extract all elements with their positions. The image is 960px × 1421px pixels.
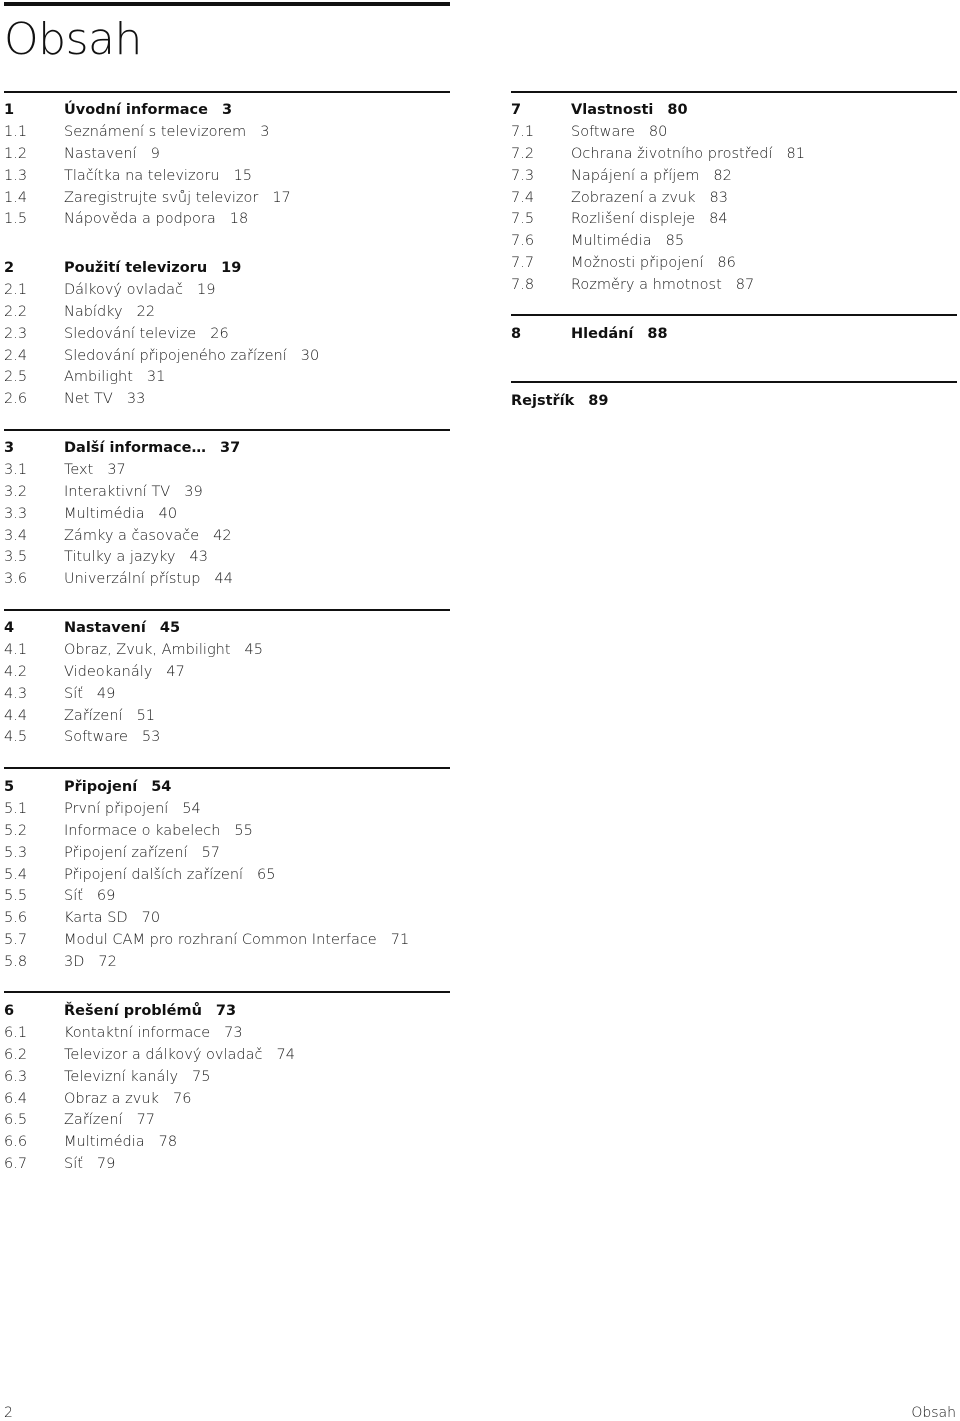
toc-entry-number: 4.4 bbox=[4, 707, 28, 724]
toc-entry-page: 17 bbox=[272, 189, 291, 206]
toc-entry-number: 5.1 bbox=[4, 800, 28, 817]
toc-entry-number: 2.3 bbox=[4, 325, 28, 342]
toc-entry[interactable] bbox=[4, 639, 450, 661]
toc-entry-number: 5.3 bbox=[4, 844, 28, 861]
toc-entry-page: 87 bbox=[735, 277, 755, 294]
toc-entry-title: Zobrazení a zvuk bbox=[571, 189, 696, 206]
toc-entry-number: 3.1 bbox=[4, 461, 28, 478]
toc-entry-page: 73 bbox=[224, 1024, 243, 1041]
toc-entry-page: 3 bbox=[221, 101, 233, 118]
toc-entry[interactable] bbox=[4, 481, 450, 503]
toc-entry[interactable] bbox=[4, 885, 450, 907]
toc-entry-number: 3.5 bbox=[4, 549, 28, 566]
toc-entry-rejstrik[interactable] bbox=[511, 390, 957, 412]
toc-entry-number: 2 bbox=[4, 259, 15, 276]
toc-entry-title: Síť bbox=[64, 1156, 83, 1173]
toc-entry-page: 76 bbox=[172, 1090, 192, 1107]
toc-entry-page: 37 bbox=[107, 461, 126, 478]
toc-entry-page: 51 bbox=[136, 707, 156, 724]
toc-entry-page: 19 bbox=[197, 281, 216, 298]
toc-entry-page: 86 bbox=[717, 255, 736, 272]
toc-entry-number: 6 bbox=[4, 1002, 15, 1019]
toc-entry-page: 31 bbox=[146, 369, 166, 386]
toc-entry-number: 5.8 bbox=[4, 954, 28, 971]
toc-entry-title: Multimédia bbox=[571, 233, 652, 250]
toc-entry-number: 4.2 bbox=[4, 663, 28, 680]
toc-entry-page: 84 bbox=[709, 211, 728, 228]
toc-entry[interactable] bbox=[511, 252, 957, 274]
toc-entry-title: Nastavení bbox=[64, 145, 137, 162]
toc-entry-page: 26 bbox=[210, 325, 229, 342]
toc-entry-number: 5.7 bbox=[4, 932, 28, 949]
toc-entry[interactable] bbox=[4, 459, 450, 481]
toc-entry-page: 15 bbox=[233, 167, 253, 184]
toc-entry[interactable] bbox=[4, 301, 450, 323]
toc-entry[interactable] bbox=[4, 726, 450, 748]
toc-entry[interactable] bbox=[4, 951, 450, 973]
page-title: Obsah bbox=[4, 14, 142, 65]
toc-chapter-heading[interactable] bbox=[4, 776, 450, 798]
toc-entry-page: 47 bbox=[166, 663, 185, 680]
toc-section-1 bbox=[4, 91, 450, 230]
toc-entry-page: 88 bbox=[647, 325, 668, 342]
toc-entry[interactable] bbox=[511, 121, 957, 143]
toc-entry-number: 7.1 bbox=[511, 123, 535, 140]
toc-entry-page: 80 bbox=[648, 123, 668, 140]
toc-entry[interactable] bbox=[4, 1022, 450, 1044]
toc-entry-title: Nápověda a podpora bbox=[64, 211, 216, 228]
toc-chapter-heading[interactable] bbox=[4, 1000, 450, 1022]
toc-entry-number: 6.6 bbox=[4, 1134, 28, 1151]
toc-entry-title: Titulky a jazyky bbox=[64, 549, 176, 566]
toc-entry-page: 39 bbox=[184, 483, 203, 500]
toc-entry-title: Připojení dalších zařízení bbox=[64, 866, 244, 883]
toc-entry-page: 69 bbox=[96, 888, 116, 905]
toc-entry[interactable] bbox=[4, 143, 450, 165]
toc-entry-title: Sledování připojeného zařízení bbox=[64, 347, 287, 364]
toc-entry-number: 1.5 bbox=[4, 211, 28, 228]
toc-entry-number: 1.3 bbox=[4, 167, 28, 184]
toc-entry-number: 3.3 bbox=[4, 505, 28, 522]
toc-entry-title: První připojení bbox=[64, 800, 169, 817]
toc-entry-title: Řešení problémů bbox=[64, 1002, 202, 1019]
toc-entry-title: Úvodní informace bbox=[64, 101, 208, 118]
toc-entry-number: 5.2 bbox=[4, 822, 28, 839]
toc-entry-number: 7.5 bbox=[511, 211, 535, 228]
toc-entry-number: 4.1 bbox=[4, 641, 28, 658]
toc-entry[interactable] bbox=[4, 503, 450, 525]
toc-entry-page: 89 bbox=[588, 392, 609, 409]
toc-entry-title: Zaregistrujte svůj televizor bbox=[64, 189, 259, 206]
toc-entry-title: Informace o kabelech bbox=[64, 822, 221, 839]
toc-entry-title: Seznámení s televizorem bbox=[64, 123, 247, 140]
toc-entry-title: Zámky a časovače bbox=[64, 527, 200, 544]
toc-entry-number: 3 bbox=[4, 439, 15, 456]
toc-entry[interactable] bbox=[4, 705, 450, 727]
toc-entry-number: 2.5 bbox=[4, 369, 28, 386]
toc-entry-number: 6.4 bbox=[4, 1090, 28, 1107]
toc-entry-number: 3.6 bbox=[4, 571, 28, 588]
toc-entry[interactable] bbox=[511, 230, 957, 252]
toc-entry-number: 2.2 bbox=[4, 303, 28, 320]
toc-entry-page: 65 bbox=[257, 866, 276, 883]
toc-entry[interactable] bbox=[4, 165, 450, 187]
toc-entry-number: 3.2 bbox=[4, 483, 28, 500]
toc-entry-page: 22 bbox=[136, 303, 156, 320]
toc-entry-page: 73 bbox=[215, 1002, 237, 1019]
toc-entry-title: Kontaktní informace bbox=[64, 1024, 211, 1041]
toc-entry[interactable] bbox=[4, 1066, 450, 1088]
toc-entry-page: 45 bbox=[244, 641, 263, 658]
toc-entry-number: 3.4 bbox=[4, 527, 28, 544]
toc-entry-page: 71 bbox=[390, 932, 410, 949]
toc-section-rejstrik bbox=[511, 381, 957, 412]
toc-entry-number: 4.3 bbox=[4, 685, 28, 702]
toc-chapter-heading[interactable] bbox=[511, 99, 957, 121]
toc-entry-title: Síť bbox=[64, 888, 83, 905]
toc-entry-title: Rozlišení displeje bbox=[571, 211, 696, 228]
toc-entry-number: 7.2 bbox=[511, 145, 535, 162]
toc-entry[interactable] bbox=[4, 323, 450, 345]
toc-entry-title: Modul CAM pro rozhraní Common Interface bbox=[64, 932, 377, 949]
toc-entry-page: 18 bbox=[229, 211, 249, 228]
toc-entry-number: 5.4 bbox=[4, 866, 28, 883]
toc-entry-title: Text bbox=[64, 461, 94, 478]
toc-chapter-heading[interactable] bbox=[4, 617, 450, 639]
toc-entry-page: 42 bbox=[213, 527, 232, 544]
toc-entry-title: Obraz a zvuk bbox=[64, 1090, 159, 1107]
toc-entry-number: 8 bbox=[511, 325, 522, 342]
toc-entry-title: Software bbox=[571, 123, 635, 140]
toc-entry-page: 43 bbox=[189, 549, 208, 566]
toc-entry-title: Rozměry a hmotnost bbox=[571, 277, 722, 294]
toc-entry[interactable] bbox=[4, 1131, 450, 1153]
toc-entry-number: 6.1 bbox=[4, 1024, 28, 1041]
toc-chapter-heading[interactable] bbox=[4, 257, 450, 279]
toc-entry-title: Dálkový ovladač bbox=[64, 281, 184, 298]
toc-entry-title: Napájení a příjem bbox=[571, 167, 700, 184]
toc-entry[interactable] bbox=[4, 187, 450, 209]
toc-entry[interactable] bbox=[4, 683, 450, 705]
toc-entry-page: 77 bbox=[136, 1112, 156, 1129]
toc-entry-title: 3D bbox=[64, 954, 85, 971]
toc-entry-number: 6.2 bbox=[4, 1046, 28, 1063]
toc-entry-title: Nabídky bbox=[64, 303, 123, 320]
toc-entry-title: Vlastnosti bbox=[571, 101, 654, 118]
toc-entry-number: 2.4 bbox=[4, 347, 28, 364]
toc-section-5 bbox=[4, 767, 450, 973]
toc-entry-page: 53 bbox=[141, 729, 161, 746]
toc-entry-page: 83 bbox=[709, 189, 728, 206]
toc-entry-title: Připojení zařízení bbox=[64, 844, 188, 861]
toc-entry-title: Multimédia bbox=[64, 1134, 145, 1151]
toc-entry[interactable] bbox=[4, 121, 450, 143]
toc-entry-number: 6.3 bbox=[4, 1068, 28, 1085]
toc-entry[interactable] bbox=[511, 165, 957, 187]
toc-entry-page: 3 bbox=[260, 123, 270, 140]
toc-entry-page: 44 bbox=[214, 571, 233, 588]
toc-chapter-heading[interactable] bbox=[4, 437, 450, 459]
toc-entry-number: 5.6 bbox=[4, 910, 28, 927]
toc-entry-number: 7.8 bbox=[511, 277, 535, 294]
toc-entry-page: 19 bbox=[221, 259, 242, 276]
toc-entry-title: Ochrana životního prostředí bbox=[571, 145, 773, 162]
toc-entry[interactable] bbox=[4, 929, 450, 951]
toc-entry-number: 4 bbox=[4, 619, 15, 636]
toc-section-8 bbox=[511, 314, 957, 345]
toc-entry-number: 7.4 bbox=[511, 189, 535, 206]
toc-entry-title: Software bbox=[64, 729, 128, 746]
toc-entry[interactable] bbox=[4, 842, 450, 864]
toc-entry-title: Zařízení bbox=[64, 1112, 123, 1129]
toc-entry-title: Televizor a dálkový ovladač bbox=[64, 1046, 263, 1063]
toc-entry[interactable] bbox=[4, 798, 450, 820]
toc-section-6 bbox=[4, 991, 450, 1175]
toc-entry-page: 85 bbox=[665, 233, 685, 250]
toc-entry-title: Televizní kanály bbox=[64, 1068, 179, 1085]
toc-entry-number: 7.6 bbox=[511, 233, 535, 250]
toc-entry[interactable] bbox=[4, 1109, 450, 1131]
toc-entry-page: 75 bbox=[192, 1068, 211, 1085]
toc-section-3 bbox=[4, 429, 450, 590]
toc-entry[interactable] bbox=[511, 274, 957, 296]
footer-page-number: 2 bbox=[4, 1405, 13, 1421]
toc-entry-number: 5.5 bbox=[4, 888, 28, 905]
toc-entry-title: Tlačítka na televizoru bbox=[64, 167, 220, 184]
toc-entry-page: 72 bbox=[98, 954, 117, 971]
toc-entry-number: 1.1 bbox=[4, 123, 28, 140]
toc-section-7 bbox=[511, 91, 957, 296]
toc-section-4 bbox=[4, 609, 450, 748]
toc-chapter-heading[interactable] bbox=[4, 99, 450, 121]
toc-entry-number: 7.3 bbox=[511, 167, 535, 184]
toc-entry-page: 45 bbox=[159, 619, 181, 636]
toc-entry-page: 78 bbox=[158, 1134, 178, 1151]
toc-entry[interactable] bbox=[4, 661, 450, 683]
toc-entry-page: 82 bbox=[713, 167, 732, 184]
toc-entry-page: 79 bbox=[96, 1156, 116, 1173]
toc-entry-number: 1 bbox=[4, 101, 15, 118]
toc-entry-title: Další informace… bbox=[64, 439, 206, 456]
toc-entry-number: 2.1 bbox=[4, 281, 28, 298]
toc-entry-page: 9 bbox=[150, 145, 160, 162]
toc-entry[interactable] bbox=[511, 143, 957, 165]
toc-entry-page: 55 bbox=[234, 822, 253, 839]
toc-entry[interactable] bbox=[4, 907, 450, 929]
toc-entry[interactable] bbox=[4, 820, 450, 842]
toc-entry[interactable] bbox=[511, 187, 957, 209]
toc-entry-number: 6.5 bbox=[4, 1112, 28, 1129]
toc-entry-page: 30 bbox=[300, 347, 320, 364]
toc-entry-title: Interaktivní TV bbox=[64, 483, 171, 500]
toc-entry-title: Sledování televize bbox=[64, 325, 197, 342]
toc-entry-page: 37 bbox=[219, 439, 241, 456]
top-rule bbox=[4, 2, 450, 6]
toc-entry-number: 7.7 bbox=[511, 255, 535, 272]
toc-entry-page: 57 bbox=[201, 844, 221, 861]
toc-entry-title: Použití televizoru bbox=[64, 259, 208, 276]
toc-entry-title: Multimédia bbox=[64, 505, 145, 522]
toc-entry[interactable] bbox=[4, 345, 450, 367]
toc-entry-title: Obraz, Zvuk, Ambilight bbox=[64, 641, 231, 658]
toc-entry-number: 6.7 bbox=[4, 1156, 28, 1173]
toc-entry-title: Rejstřík bbox=[511, 392, 575, 409]
toc-entry-number: 7 bbox=[511, 101, 522, 118]
toc-entry-page: 74 bbox=[276, 1046, 295, 1063]
toc-entry-title: Ambilight bbox=[64, 369, 133, 386]
toc-entry[interactable] bbox=[4, 279, 450, 301]
toc-entry-number: 2.6 bbox=[4, 391, 28, 408]
toc-entry-title: Síť bbox=[64, 685, 83, 702]
toc-entry-title: Připojení bbox=[64, 778, 138, 795]
toc-entry-title: Univerzální přístup bbox=[64, 571, 201, 588]
toc-entry[interactable] bbox=[4, 208, 450, 230]
toc-entry-title: Net TV bbox=[64, 391, 113, 408]
toc-entry[interactable] bbox=[4, 568, 450, 590]
toc-entry-title: Možnosti připojení bbox=[571, 255, 704, 272]
toc-entry[interactable] bbox=[4, 546, 450, 568]
footer-label: Obsah bbox=[911, 1405, 956, 1421]
toc-entry-number: 5 bbox=[4, 778, 15, 795]
toc-entry-title: Nastavení bbox=[64, 619, 146, 636]
toc-entry[interactable] bbox=[511, 208, 957, 230]
toc-entry[interactable] bbox=[4, 1088, 450, 1110]
toc-entry-page: 40 bbox=[158, 505, 178, 522]
toc-entry[interactable] bbox=[4, 366, 450, 388]
toc-entry[interactable] bbox=[4, 1044, 450, 1066]
toc-chapter-heading[interactable] bbox=[511, 323, 957, 345]
toc-entry-title: Videokanály bbox=[64, 663, 153, 680]
toc-entry-page: 80 bbox=[667, 101, 688, 118]
toc-entry-title: Karta SD bbox=[64, 910, 128, 927]
toc-entry-page: 81 bbox=[786, 145, 805, 162]
toc-section-2 bbox=[4, 257, 450, 410]
toc-entry[interactable] bbox=[4, 388, 450, 410]
toc-entry-page: 70 bbox=[141, 910, 161, 927]
toc-entry-title: Zařízení bbox=[64, 707, 123, 724]
toc-entry[interactable] bbox=[4, 1153, 450, 1175]
toc-entry-page: 33 bbox=[126, 391, 146, 408]
toc-entry-page: 49 bbox=[96, 685, 116, 702]
toc-entry-title: Hledání bbox=[571, 325, 634, 342]
toc-entry[interactable] bbox=[4, 525, 450, 547]
toc-entry-number: 4.5 bbox=[4, 729, 28, 746]
toc-entry-page: 54 bbox=[151, 778, 172, 795]
toc-entry-number: 1.4 bbox=[4, 189, 28, 206]
toc-entry-page: 54 bbox=[182, 800, 201, 817]
toc-entry[interactable] bbox=[4, 864, 450, 886]
toc-entry-number: 1.2 bbox=[4, 145, 28, 162]
